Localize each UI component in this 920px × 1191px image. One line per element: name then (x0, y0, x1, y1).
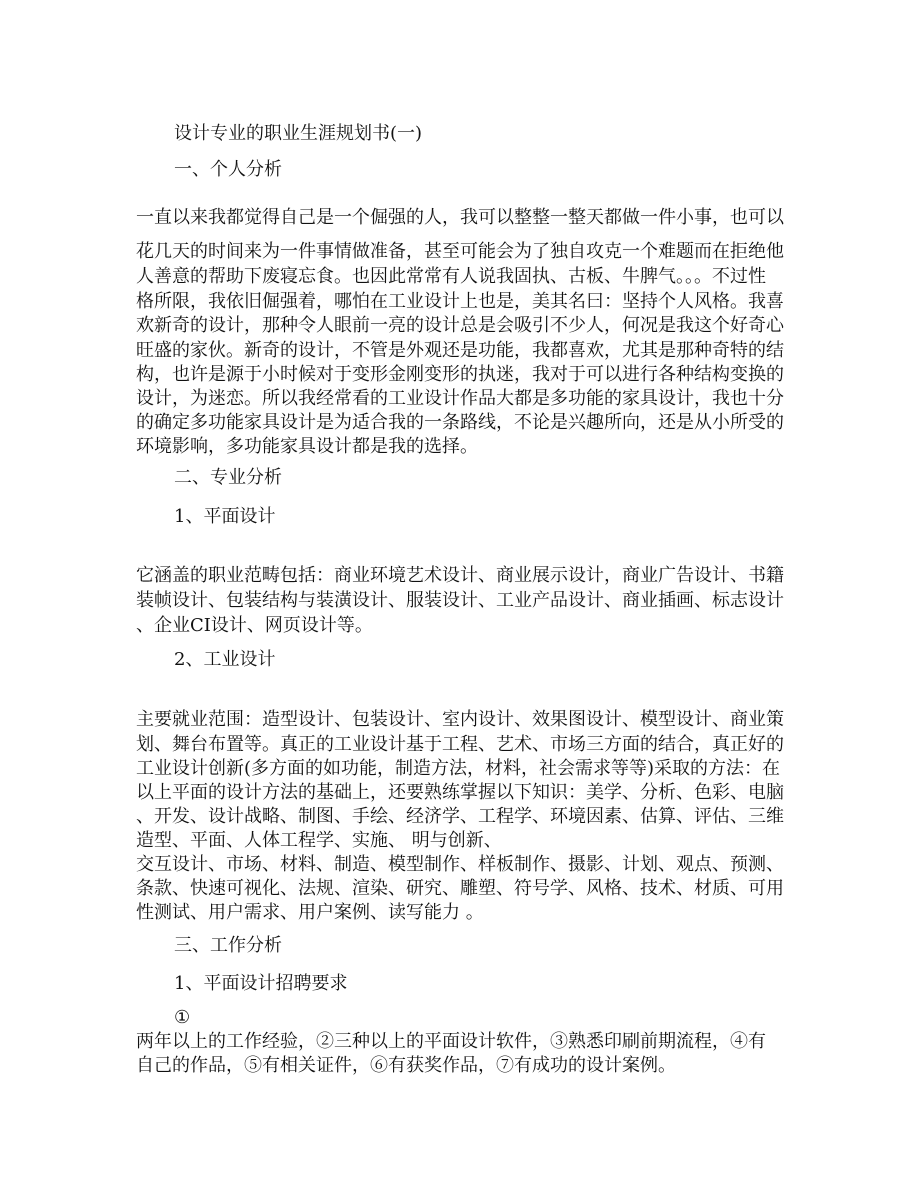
section-2-1-line-3: 、企业CI设计、网页设计等。 (136, 615, 373, 636)
section-2-2-line-2: 划、舞台布置等。真正的工业设计基于工程、艺术、市场三方面的结合，真正好的 (136, 734, 784, 755)
section-1-line-10: 环境影响，多功能家具设计都是我的选择。 (136, 436, 478, 457)
section-2-1-heading: 1、平面设计 (174, 506, 276, 527)
section-1-line-5: 欢新奇的设计，那种令人眼前一亮的设计总是会吸引不少人，何况是我这个好奇心 (136, 315, 784, 336)
section-1-heading: 一、个人分析 (174, 159, 282, 180)
document-title: 设计专业的职业生涯规划书(一) (174, 123, 423, 144)
section-3-1-line-2: 自己的作品，⑤有相关证件，⑥有获奖作品，⑦有成功的设计案例。 (136, 1055, 676, 1076)
section-2-1-line-2: 装帧设计、包装结构与装潢设计、服装设计、工业产品设计、商业插画、标志设计 (136, 590, 784, 611)
section-2-2-line-8: 条款、快速可视化、法规、渲染、研究、雕塑、符号学、风格、技术、材质、可用 (136, 878, 784, 899)
section-3-1-heading: 1、平面设计招聘要求 (174, 973, 348, 994)
section-2-2-heading: 2、工业设计 (174, 649, 276, 670)
section-2-2-line-1: 主要就业范围：造型设计、包装设计、室内设计、效果图设计、模型设计、商业策 (136, 709, 784, 730)
section-2-2-line-5: 、开发、设计战略、制图、手绘、经济学、工程学、环境因素、估算、评估、三维 (136, 806, 784, 827)
section-1-line-4: 格所限，我依旧倔强着，哪怕在工业设计上也是，美其名曰：坚持个人风格。我喜 (136, 291, 784, 312)
section-1-line-6: 旺盛的家伙。新奇的设计，不管是外观还是功能，我都喜欢，尤其是那种奇特的结 (136, 340, 784, 361)
section-3-heading: 三、工作分析 (174, 935, 282, 956)
section-1-line-3: 人善意的帮助下废寝忘食。也因此常常有人说我固执、古板、牛脾气。。。不过性 (136, 266, 766, 287)
section-2-1-line-1: 它涵盖的职业范畴包括：商业环境艺术设计、商业展示设计，商业广告设计、书籍 (136, 565, 784, 586)
section-2-2-line-4: 以上平面的设计方法的基础上，还要熟练掌握以下知识：美学、分析、色彩、电脑 (136, 782, 784, 803)
section-2-2-line-7: 交互设计、市场、材料、制造、模型制作、样板制作、摄影、计划、观点、预测、 (136, 854, 784, 875)
section-3-1-line-1: 两年以上的工作经验，②三种以上的平面设计软件，③熟悉印刷前期流程，④有 (136, 1031, 766, 1052)
section-1-line-9: 的确定多功能家具设计是为适合我的一条路线，不论是兴趣所向，还是从小所受的 (136, 412, 784, 433)
list-marker-1: ① (174, 1007, 191, 1028)
section-1-line-1: 一直以来我都觉得自己是一个倔强的人，我可以整整一整天都做一件小事，也可以 (136, 207, 784, 228)
section-1-line-2: 花几天的时间来为一件事情做准备，甚至可能会为了独自攻克一个难题而在拒绝他 (136, 241, 784, 262)
section-2-2-line-3: 工业设计创新(多方面的如功能，制造方法，材料，社会需求等等)采取的方法：在 (136, 758, 781, 779)
section-1-line-8: 设计，为迷恋。所以我经常看的工业设计作品大都是多功能的家具设计，我也十分 (136, 388, 784, 409)
section-2-heading: 二、专业分析 (174, 467, 282, 488)
section-2-2-line-9: 性测试、用户需求、用户案例、读写能力 。 (136, 902, 484, 923)
section-2-2-line-6: 造型、平面、人体工程学、实施、 明与创新、 (136, 830, 502, 851)
section-1-line-7: 构，也许是源于小时候对于变形金刚变形的执迷，我对于可以进行各种结构变换的 (136, 364, 784, 385)
